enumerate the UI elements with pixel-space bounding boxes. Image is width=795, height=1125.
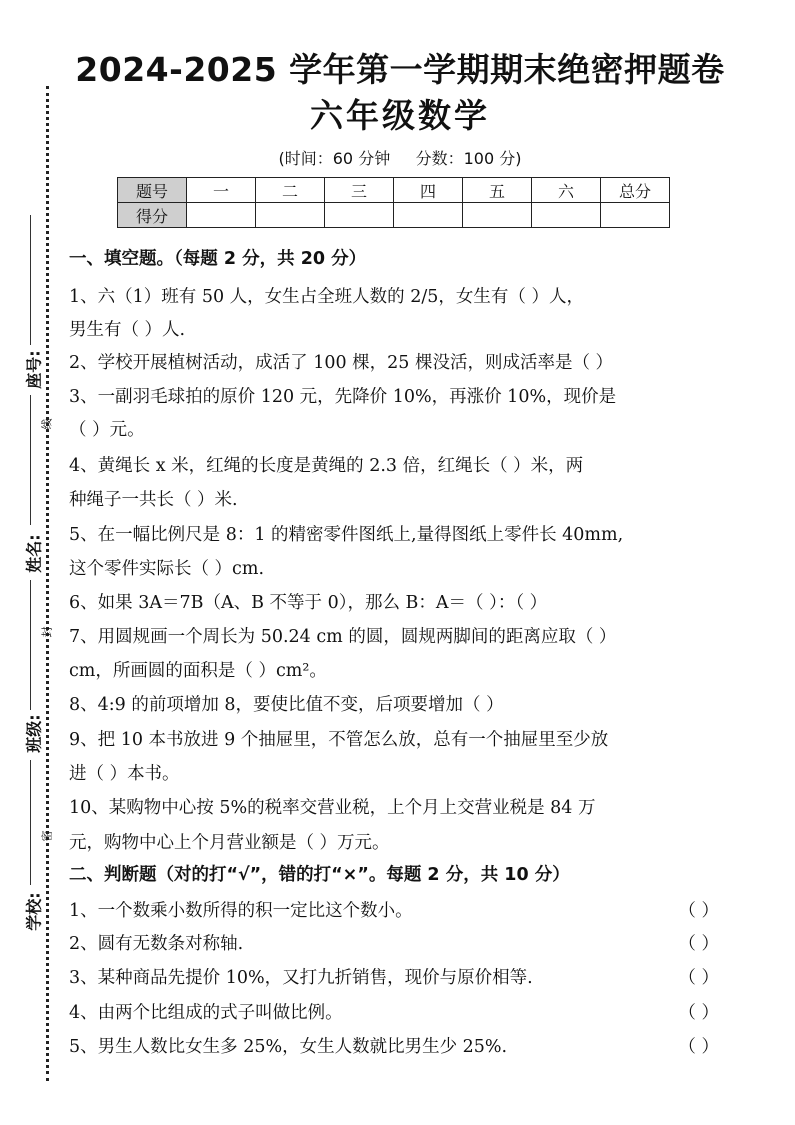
school-underline <box>30 760 31 885</box>
question-line: 4、黄绳长 x 米，红绳的长度是黄绳的 2.3 倍，红绳长（ ）米，两 <box>69 456 584 476</box>
judgment-question <box>69 930 719 955</box>
answer-parentheses[interactable]: （ ） <box>678 901 719 921</box>
class-underline <box>30 580 31 710</box>
question-line: 元，购物中心上个月营业额是（ ）万元。 <box>69 833 390 853</box>
question-line: 7、用圆规画一个周长为 50.24 cm 的圆，圆规两脚间的距离应取（ ） <box>69 627 617 647</box>
question-line: 种绳子一共长（ ）米. <box>69 490 238 510</box>
question-line: （ ）元。 <box>69 420 145 440</box>
binding-dotted-line <box>46 86 49 1081</box>
section-1-heading: 一、填空题。（每题 2 分，共 20 分） <box>69 249 367 269</box>
score-cell[interactable] <box>463 203 532 228</box>
name-underline <box>30 395 31 525</box>
score-cell[interactable] <box>601 203 670 228</box>
score-table-header-cell: 六 <box>532 178 601 203</box>
score-table-header-cell: 五 <box>463 178 532 203</box>
score-cell[interactable] <box>394 203 463 228</box>
question-line: 8、4:9 的前项增加 8，要使比值不变，后项要增加（ ） <box>69 695 504 715</box>
judgment-question-text: 5、男生人数比女生多 25%，女生人数就比男生少 25%. <box>69 1037 508 1057</box>
score-table-header-cell: 一 <box>187 178 256 203</box>
question-line: 这个零件实际长（ ）cm. <box>69 559 265 579</box>
score-cell[interactable] <box>532 203 601 228</box>
question-line: 男生有（ ）人. <box>69 320 186 340</box>
answer-parentheses[interactable]: （ ） <box>678 934 719 954</box>
judgment-question-text: 4、由两个比组成的式子叫做比例。 <box>69 1003 343 1023</box>
judgment-question <box>69 1033 719 1058</box>
seat-underline <box>30 215 31 345</box>
seat-label: 座号: <box>24 350 44 389</box>
score-table-header-cell: 总分 <box>601 178 670 203</box>
binding-secret-mark: 密 <box>40 830 53 842</box>
score-table <box>117 177 670 228</box>
name-label: 姓名: <box>24 534 44 573</box>
score-table-header-cell: 四 <box>394 178 463 203</box>
school-label: 学校: <box>24 892 44 931</box>
exam-time-score-info: (时间：60 分钟 分数：100 分) <box>278 149 522 168</box>
question-line: 6、如果 3A＝7B（A、B 不等于 0），那么 B：A＝（ ）：（ ） <box>69 593 548 613</box>
class-label: 班级: <box>24 714 44 753</box>
score-table-header-row <box>118 178 670 203</box>
question-line: 5、在一幅比例尺是 8：1 的精密零件图纸上,量得图纸上零件长 40mm, <box>69 525 624 545</box>
judgment-question-text: 2、圆有无数条对称轴. <box>69 934 244 954</box>
page-subject-title: 六年级数学 <box>310 96 490 135</box>
question-line: 2、学校开展植树活动，成活了 100 棵，25 棵没活，则成活率是（ ） <box>69 353 614 373</box>
answer-parentheses[interactable]: （ ） <box>678 1003 719 1023</box>
score-table-score-row <box>118 203 670 228</box>
page-title: 2024-2025 学年第一学期期末绝密押题卷 <box>75 50 725 89</box>
score-cell[interactable] <box>187 203 256 228</box>
question-line: 3、一副羽毛球拍的原价 120 元，先降价 10%，再涨价 10%，现价是 <box>69 387 617 407</box>
score-table-score-label: 得分 <box>118 203 187 228</box>
judgment-question <box>69 897 719 922</box>
judgment-question <box>69 999 719 1024</box>
binding-line-mark: 线 <box>40 418 53 430</box>
score-table-header-cell: 二 <box>256 178 325 203</box>
score-table-header-cell: 题号 <box>118 178 187 203</box>
question-line: 10、某购物中心按 5%的税率交营业税，上个月上交营业税是 84 万 <box>69 798 596 818</box>
judgment-question <box>69 964 719 989</box>
binding-seal-mark: 封 <box>40 626 53 638</box>
question-line: 9、把 10 本书放进 9 个抽屉里，不管怎么放，总有一个抽屉里至少放 <box>69 730 609 750</box>
judgment-question-text: 3、某种商品先提价 10%，又打九折销售，现价与原价相等. <box>69 968 533 988</box>
question-line: cm，所画圆的面积是（ ）cm²。 <box>69 661 327 681</box>
score-table-header-cell: 三 <box>325 178 394 203</box>
section-2-heading: 二、判断题（对的打“√”，错的打“×”。每题 2 分，共 10 分） <box>69 865 570 885</box>
answer-parentheses[interactable]: （ ） <box>678 1037 719 1057</box>
score-cell[interactable] <box>325 203 394 228</box>
question-line: 1、六（1）班有 50 人，女生占全班人数的 2/5，女生有（ ）人， <box>69 287 584 307</box>
question-line: 进（ ）本书。 <box>69 764 180 784</box>
score-cell[interactable] <box>256 203 325 228</box>
judgment-question-text: 1、一个数乘小数所得的积一定比这个数小。 <box>69 901 413 921</box>
answer-parentheses[interactable]: （ ） <box>678 968 719 988</box>
